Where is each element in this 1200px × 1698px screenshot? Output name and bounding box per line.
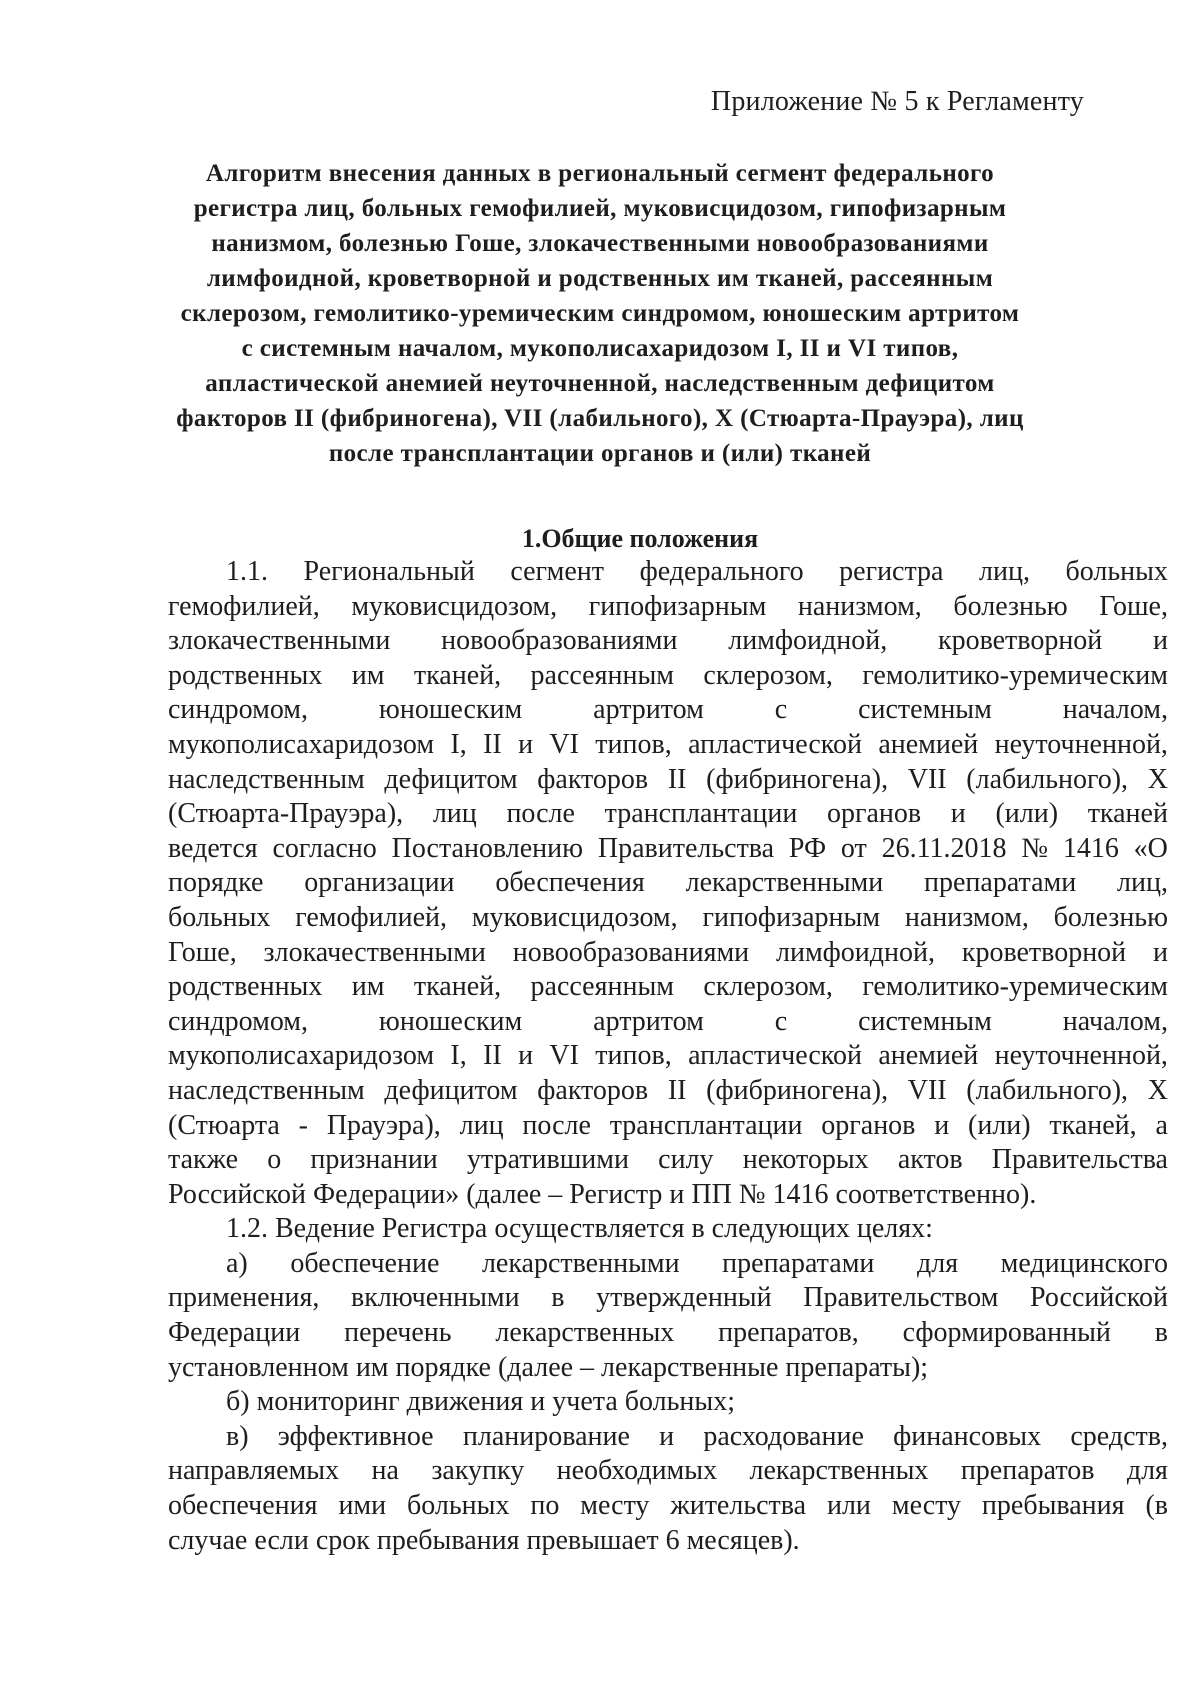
title-line: регистра лиц, больных гемофилией, муковисцидозом, гипофизарным <box>193 195 1007 222</box>
body-word: препаратов, <box>718 1317 859 1349</box>
body-word: и <box>1153 936 1168 968</box>
body-word: Постановлению <box>391 832 584 864</box>
body-word: актов <box>897 1144 963 1176</box>
body-word: апластической <box>688 1040 862 1072</box>
body-word: началом, <box>1062 694 1168 726</box>
body-word: утратившими <box>466 1144 629 1176</box>
body-word: органов <box>821 1109 916 1141</box>
body-word: а <box>1155 1109 1168 1141</box>
body-word: признании <box>310 1144 438 1176</box>
body-word: тканей, <box>1049 1109 1137 1141</box>
document-title <box>150 156 1050 471</box>
body-word: болезнью <box>1053 901 1168 933</box>
body-word: 1.1. <box>226 556 268 587</box>
body-word: лекарственными <box>481 1247 680 1279</box>
body-word: о <box>267 1144 282 1176</box>
body-word: необходимых <box>556 1455 718 1487</box>
body-word: средств, <box>1070 1420 1168 1452</box>
body-word: федерального <box>639 556 804 587</box>
body-word: системным <box>858 1005 992 1037</box>
body-word: медицинского <box>1000 1247 1168 1279</box>
body-line <box>168 970 1168 1005</box>
body-word: и <box>950 798 966 830</box>
body-line: случае если срок пребывания превышает 6 месяцев). <box>168 1524 800 1556</box>
body-word: жительства <box>670 1490 807 1522</box>
body-line <box>168 590 1168 625</box>
body-word: сформированный <box>902 1317 1111 1349</box>
body-word: на <box>371 1455 399 1487</box>
body-word: Правительством <box>803 1282 999 1314</box>
body-word: типов, <box>595 728 672 760</box>
body-line <box>168 866 1168 901</box>
body-word: муковисцидозом, <box>471 901 678 933</box>
body-word: ими <box>338 1490 387 1522</box>
body-line <box>168 728 1168 763</box>
body-word: и <box>934 1109 950 1141</box>
body-word: артритом <box>593 1005 704 1037</box>
body-word: утвержденный <box>596 1282 772 1314</box>
body-word: - <box>298 1109 308 1141</box>
body-line <box>168 1005 1168 1040</box>
body-word: артритом <box>593 694 704 726</box>
body-word: а) <box>226 1247 248 1279</box>
body-word: системным <box>858 694 992 726</box>
body-word: гемофилией, <box>295 901 447 933</box>
body-word: Гоше, <box>1099 590 1168 622</box>
body-word: (фибриногена), <box>706 763 889 795</box>
body-word: синдромом, <box>168 694 309 726</box>
title-line: апластической анемией неуточненной, наследственным дефицитом <box>205 370 995 397</box>
body-word: гемолитико-уремическим <box>862 659 1168 691</box>
body-word: Региональный <box>303 556 475 587</box>
body-word: планирование <box>462 1420 630 1452</box>
body-word: Федерации <box>168 1317 301 1349</box>
body-word: гемофилией, <box>168 590 320 622</box>
title-line: Алгоритм внесения данных в региональный сегмент федерального <box>205 160 995 187</box>
body-line <box>168 1489 1168 1524</box>
body-word: больных <box>168 901 271 933</box>
body-word: факторов <box>537 763 649 795</box>
body-line: 1.2. Ведение Регистра осуществляется в следующих целях: <box>226 1213 933 1245</box>
body-word: новообразованиями <box>441 625 678 657</box>
body-word: обеспечение <box>290 1247 440 1279</box>
body-word: наследственным <box>168 763 365 795</box>
body-word: лимфоидной, <box>775 936 936 968</box>
body-word: неуточненной, <box>994 1040 1168 1072</box>
body-word: (лабильного), <box>966 1074 1129 1106</box>
body-word: закупку <box>431 1455 525 1487</box>
body-word: препаратами <box>924 867 1077 899</box>
body-word: (Стюарта <box>168 1109 280 1141</box>
body-word: лекарственными <box>685 867 884 899</box>
body-word: (лабильного), <box>966 763 1129 795</box>
body-word: I, <box>450 728 467 760</box>
body-line <box>168 832 1168 867</box>
title-line: лимфоидной, кроветворной и родственных им тканей, рассеянным <box>206 265 994 292</box>
body-word: им <box>351 659 385 691</box>
body-word: нанизмом, <box>904 901 1029 933</box>
body-word: и <box>518 1040 534 1072</box>
body-word: муковисцидозом, <box>351 590 558 622</box>
body-word: (в <box>1145 1490 1168 1522</box>
body-line <box>168 797 1168 832</box>
body-word: юношеским <box>378 694 523 726</box>
title-line: с системным началом, мукополисахаридозом I, II и VI типов, <box>241 335 959 362</box>
body-line: установленном им порядке (далее – лекарственные препараты); <box>168 1351 929 1383</box>
body-word: № <box>1021 832 1049 864</box>
body-word: тканей, <box>413 659 502 691</box>
body-line: Российской Федерации» (далее – Регистр и ПП № 1416 соответственно). <box>168 1178 1037 1210</box>
body-line <box>168 624 1168 659</box>
body-line <box>168 1454 1168 1489</box>
body-word: II <box>483 728 502 760</box>
body-word: расходование <box>703 1420 864 1452</box>
body-word: с <box>774 694 788 726</box>
body-word: лиц <box>432 798 477 830</box>
body-word: после <box>522 1109 591 1141</box>
body-word: апластической <box>688 728 862 760</box>
body-line <box>168 693 1168 728</box>
body-word: склерозом, <box>703 971 833 1003</box>
body-word: или <box>826 1490 871 1522</box>
body-word: регистра <box>839 556 944 587</box>
body-word: типов, <box>595 1040 672 1072</box>
body-word: некоторых <box>742 1144 869 1176</box>
body-word: VI <box>549 1040 579 1072</box>
body-word: направляемых <box>168 1455 340 1487</box>
body-word: синдромом, <box>168 1005 309 1037</box>
body-word: препаратов <box>960 1455 1095 1487</box>
body-word: лекарственных <box>495 1317 675 1349</box>
body-word: (фибриногена), <box>706 1074 889 1106</box>
title-line: склерозом, гемолитико-уремическим синдромом, юношеским артритом <box>180 300 1020 327</box>
body-word: VII <box>907 1074 947 1106</box>
body-word: мукополисахаридозом <box>168 728 435 760</box>
body-word: для <box>916 1247 959 1279</box>
body-word: кроветворной <box>937 625 1103 657</box>
body-word: сегмент <box>510 556 605 587</box>
body-line <box>168 936 1168 971</box>
body-word: порядке <box>168 867 264 899</box>
body-word: (или) <box>995 798 1059 830</box>
body-word: 1416 <box>1062 832 1119 864</box>
body-word: (Стюарта-Прауэра), <box>168 798 404 830</box>
body-word: юношеским <box>378 1005 523 1037</box>
body-word: трансплантации <box>609 1109 803 1141</box>
body-word: после <box>506 798 575 830</box>
body-line <box>168 1316 1168 1351</box>
body-word: обеспечения <box>495 867 645 899</box>
body-line: б) мониторинг движения и учета больных; <box>226 1386 735 1418</box>
body-word: II <box>667 763 687 795</box>
body-line <box>168 1074 1168 1109</box>
body-word: дефицитом <box>384 1074 518 1106</box>
body-word: II <box>483 1040 502 1072</box>
body-word: неуточненной, <box>994 728 1168 760</box>
body-word: тканей <box>1087 798 1168 830</box>
body-word: Российской <box>1029 1282 1168 1314</box>
body-word: силу <box>658 1144 714 1176</box>
body-word: гипофизарным <box>588 590 767 622</box>
body-line <box>168 659 1168 694</box>
body-word: им <box>351 971 385 1003</box>
body-word: в <box>1154 1317 1168 1349</box>
body-word: X <box>1147 763 1168 795</box>
body-word: применения, <box>168 1282 320 1314</box>
title-line: нанизмом, болезнью Гоше, злокачественными новообразованиями <box>211 230 989 257</box>
body-word: пребывания <box>981 1490 1125 1522</box>
body-word: лиц, <box>1117 867 1168 899</box>
body-line <box>168 901 1168 936</box>
body-word: II <box>667 1074 687 1106</box>
body-word: наследственным <box>168 1074 365 1106</box>
body-word: РФ <box>788 832 827 864</box>
body-word: VI <box>549 728 579 760</box>
body-word: родственных <box>168 971 323 1003</box>
section-heading: 1.Общие положения <box>521 524 759 553</box>
body-word: включенными <box>350 1282 520 1314</box>
body-word: в) <box>226 1420 249 1452</box>
body-word: гемолитико-уремическим <box>862 971 1168 1003</box>
body-word: по <box>530 1490 560 1522</box>
body-word: мукополисахаридозом <box>168 1040 435 1072</box>
body-word: с <box>774 1005 788 1037</box>
body-word: болезнью <box>953 590 1068 622</box>
body-word: новообразованиями <box>512 936 750 968</box>
body-line <box>168 1281 1168 1316</box>
title-line: факторов II (фибриногена), VII (лабильного), X (Стюарта-Прауэра), лиц <box>176 405 1024 432</box>
body-word: в <box>551 1282 565 1314</box>
body-word: VII <box>907 763 947 795</box>
body-line <box>168 555 1168 590</box>
body-word: и <box>518 728 534 760</box>
body-word: анемией <box>878 1040 979 1072</box>
body-word: тканей, <box>413 971 502 1003</box>
body-word: лекарственных <box>749 1455 929 1487</box>
body-word: организации <box>304 867 455 899</box>
body-word: эффективное <box>277 1420 434 1452</box>
body-word: I, <box>450 1040 467 1072</box>
body-line <box>168 1039 1168 1074</box>
body-word: X <box>1147 1074 1168 1106</box>
body-word: от <box>840 832 867 864</box>
body-word: больных <box>1065 556 1168 587</box>
body-line <box>168 1143 1168 1178</box>
body-word: для <box>1126 1455 1168 1487</box>
body-word: злокачественными <box>168 625 391 657</box>
body-word: больных <box>407 1490 510 1522</box>
body-word: «О <box>1133 832 1168 864</box>
body-word: гипофизарным <box>702 901 881 933</box>
title-line: после трансплантации органов и (или) тканей <box>328 440 872 467</box>
body-line <box>168 1420 1168 1455</box>
body-word: анемией <box>878 728 979 760</box>
body-word: обеспечения <box>168 1490 318 1522</box>
body-word: ведется <box>168 832 258 864</box>
body-word: препаратами <box>722 1247 875 1279</box>
body-word: Прауэра), <box>326 1109 441 1141</box>
body-word: трансплантации <box>604 798 798 830</box>
body-word: (или) <box>968 1109 1031 1141</box>
body-word: также <box>168 1144 239 1176</box>
body-word: нанизмом, <box>797 590 922 622</box>
body-word: органов <box>827 798 922 830</box>
body-word: Правительства <box>597 832 775 864</box>
body-word: склерозом, <box>703 659 833 691</box>
body-word: рассеянным <box>530 659 674 691</box>
body-word: лиц, <box>979 556 1030 587</box>
body-word: лиц <box>459 1109 504 1141</box>
body-word: 26.11.2018 <box>881 832 1007 864</box>
body-word: родственных <box>168 659 323 691</box>
body-word: кроветворной <box>961 936 1127 968</box>
body-word: началом, <box>1062 1005 1168 1037</box>
body-word: факторов <box>537 1074 649 1106</box>
annex-label: Приложение № 5 к Регламенту <box>710 86 1084 117</box>
body-line <box>168 763 1168 798</box>
body-word: дефицитом <box>384 763 518 795</box>
body-word: Правительства <box>991 1144 1168 1176</box>
body-text <box>168 555 1168 1558</box>
body-word: перечень <box>344 1317 452 1349</box>
body-word: месту <box>580 1490 650 1522</box>
body-word: и <box>659 1420 675 1452</box>
body-line <box>168 1247 1168 1282</box>
body-word: финансовых <box>893 1420 1042 1452</box>
body-word: согласно <box>272 832 377 864</box>
body-word: рассеянным <box>530 971 674 1003</box>
body-line <box>168 1109 1168 1144</box>
body-word: месту <box>891 1490 961 1522</box>
body-word: злокачественными <box>263 936 486 968</box>
body-word: и <box>1153 625 1168 657</box>
body-word: лимфоидной, <box>728 625 888 657</box>
body-word: Гоше, <box>168 936 237 968</box>
